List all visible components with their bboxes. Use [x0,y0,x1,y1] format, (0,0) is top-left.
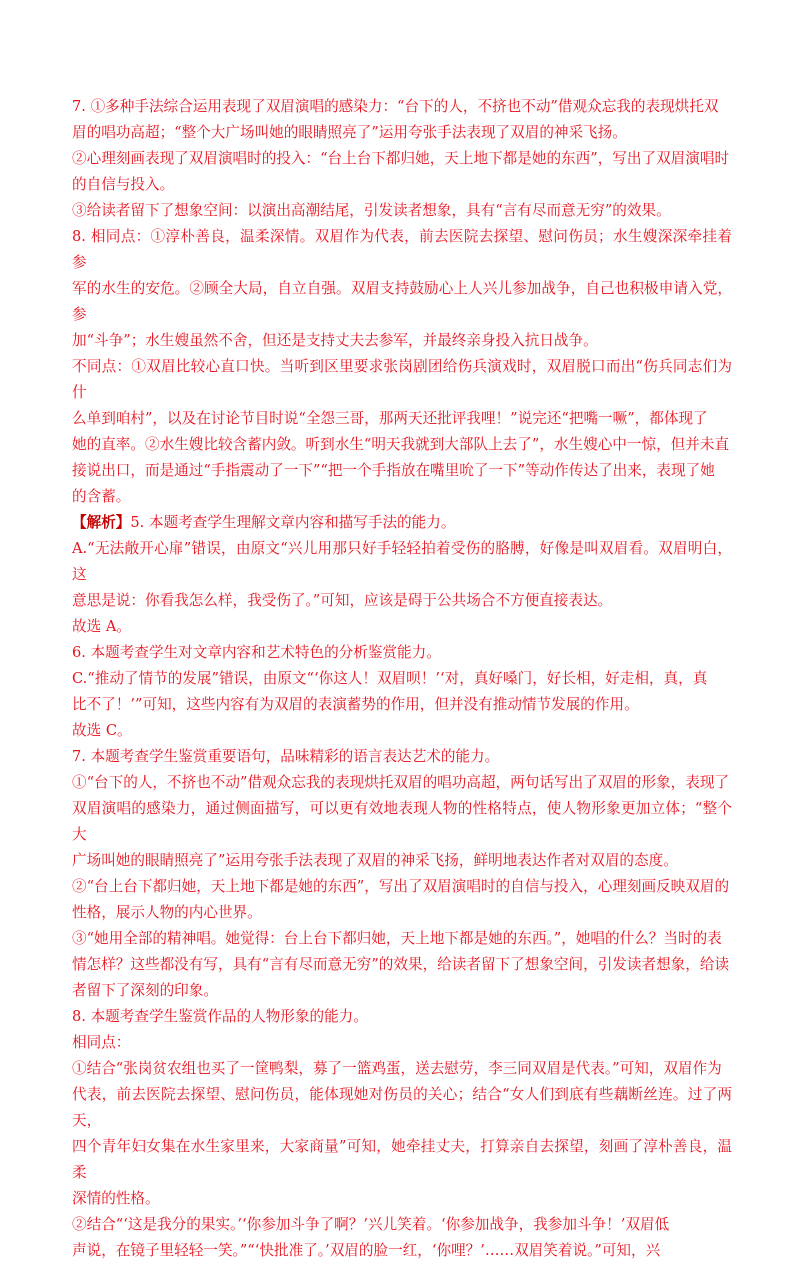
text-line: 加“斗争”；水生嫂虽然不舍，但还是支持丈夫去参军，并最终亲身投入抗日战争。 [72,332,598,349]
text-line: ③“她用全部的精神唱。她觉得：台上台下都归她，天上地下都是她的东西。”，她唱的什么？当时的表 [72,930,722,947]
analysis-text: 5. 本题考查学生理解文章内容和描写手法的能力。 [130,514,456,531]
text-line: 者留下了深刻的印象。 [72,982,218,999]
text-line: 眉的唱功高超；“整个大广场叫她的眼睛照亮了”运用夸张手法表现了双眉的神采飞扬。 [72,124,627,141]
text-line: 代表，前去医院去探望、慰问伤员，能体现她对伤员的关心；结合“女人们到底有些藕断丝连。过了两天， [72,1086,732,1129]
text-line: 8. 相同点：①淳朴善良，温柔深情。双眉作为代表，前去医院去探望、慰问伤员；水生嫂深深牵挂着参 [72,228,732,271]
text-line: ③给读者留下了想象空间：以演出高潮结尾，引发读者想象，具有“言有尽而意无穷”的效果。 [72,202,671,219]
text-line: 8. 本题考查学生鉴赏作品的人物形象的能力。 [72,1008,368,1025]
answer-document [72,94,732,1264]
text-line: 不同点：①双眉比较心直口快。当听到区里要求张岗剧团给伤兵演戏时，双眉脱口而出“伤兵同志们为什 [72,358,732,401]
analysis-tag: 【解析】 [72,514,131,531]
text-line: 故选 C。 [72,722,132,739]
text-line: 双眉演唱的感染力，通过侧面描写，可以更有效地表现人物的性格特点，使人物形象更加立体；“整个大 [72,800,732,843]
text-line: 情怎样？这些都没有写，具有“言有尽而意无穷”的效果，给读者留下了想象空间，引发读者想象，给读 [72,956,730,973]
text-line: 四个青年妇女集在水生家里来，大家商量”可知，她牵挂丈夫，打算亲自去探望，刻画了淳朴善良，温柔 [72,1138,732,1181]
text-line: 7. ①多种手法综合运用表现了双眉演唱的感染力：“台下的人，不挤也不动”借观众忘我的表现烘托双 [72,98,719,115]
text-line: ②“台上台下都归她，天上地下都是她的东西”，写出了双眉演唱时的自信与投入，心理刻画反映双眉的 [72,878,730,895]
text-line: 接说出口，而是通过“手指震动了一下”“把一个手指放在嘴里吮了一下”等动作传达了出来，表现了她 [72,462,715,479]
text-line: 么单到咱村”，以及在讨论节目时说“全怨三哥，那两天还批评我哩！”说完还“把嘴一噘”，都体现了 [72,410,708,427]
text-line: C.“推动了情节的发展”错误，由原文“‘你这人！双眉呗！’‘对，真好嗓门，好长相，好走相，真，真 [72,670,708,687]
text-line: ①结合“张岗贫农组也买了一筐鸭梨，募了一篮鸡蛋，送去慰劳，李三同双眉是代表。”可知，双眉作为 [72,1060,722,1077]
text-line [72,510,732,536]
text-line: 她的直率。②水生嫂比较含蓄内敛。听到水生“明天我就到大部队上去了”，水生嫂心中一惊，但并未直 [72,436,730,453]
text-line: 广场叫她的眼睛照亮了”运用夸张手法表现了双眉的神采飞扬，鲜明地表达作者对双眉的态度。 [72,852,678,869]
text-line: 故选 A。 [72,618,131,635]
text-line: ②结合“‘这是我分的果实。’‘你参加斗争了啊？’兴儿笑着。‘你参加战争，我参加斗争！’双眉低 [72,1216,670,1233]
text-line: 比不了！’”可知，这些内容有为双眉的表演蓄势的作用，但并没有推动情节发展的作用。 [72,696,639,713]
text-line: 相同点： [72,1034,131,1051]
text-line: ①“台下的人，不挤也不动”借观众忘我的表现烘托双眉的唱功高超，两句话写出了双眉的形象，表现了 [72,774,730,791]
text-line: 的含蓄。 [72,488,131,505]
text-line: 的自信与投入。 [72,176,175,193]
text-line: 6. 本题考查学生对文章内容和艺术特色的分析鉴赏能力。 [72,644,441,661]
text-line: 军的水生的安危。②顾全大局，自立自强。双眉支持鼓励心上人兴儿参加战争，自己也积极申请入党，参 [72,280,732,323]
text-line: 声说，在镜子里轻轻一笑。”“‘快批准了。’双眉的脸一红，‘你哩？’……双眉笑着说。”可知，兴 [72,1242,661,1259]
text-line: 意思是说：你看我怎么样，我受伤了。”可知，应该是碍于公共场合不方便直接表达。 [72,592,613,609]
text-line: 7. 本题考查学生鉴赏重要语句，品味精彩的语言表达艺术的能力。 [72,748,500,765]
text-line: 深情的性格。 [72,1190,160,1207]
text-line: 性格，展示人物的内心世界。 [72,904,262,921]
text-line: A.“无法敞开心扉”错误，由原文“兴儿用那只好手轻轻拍着受伤的胳膊，好像是叫双眉看。双眉明白，这 [72,540,732,583]
text-line: ②心理刻画表现了双眉演唱时的投入：“台上台下都归她，天上地下都是她的东西”，写出了双眉演唱时 [72,150,730,167]
